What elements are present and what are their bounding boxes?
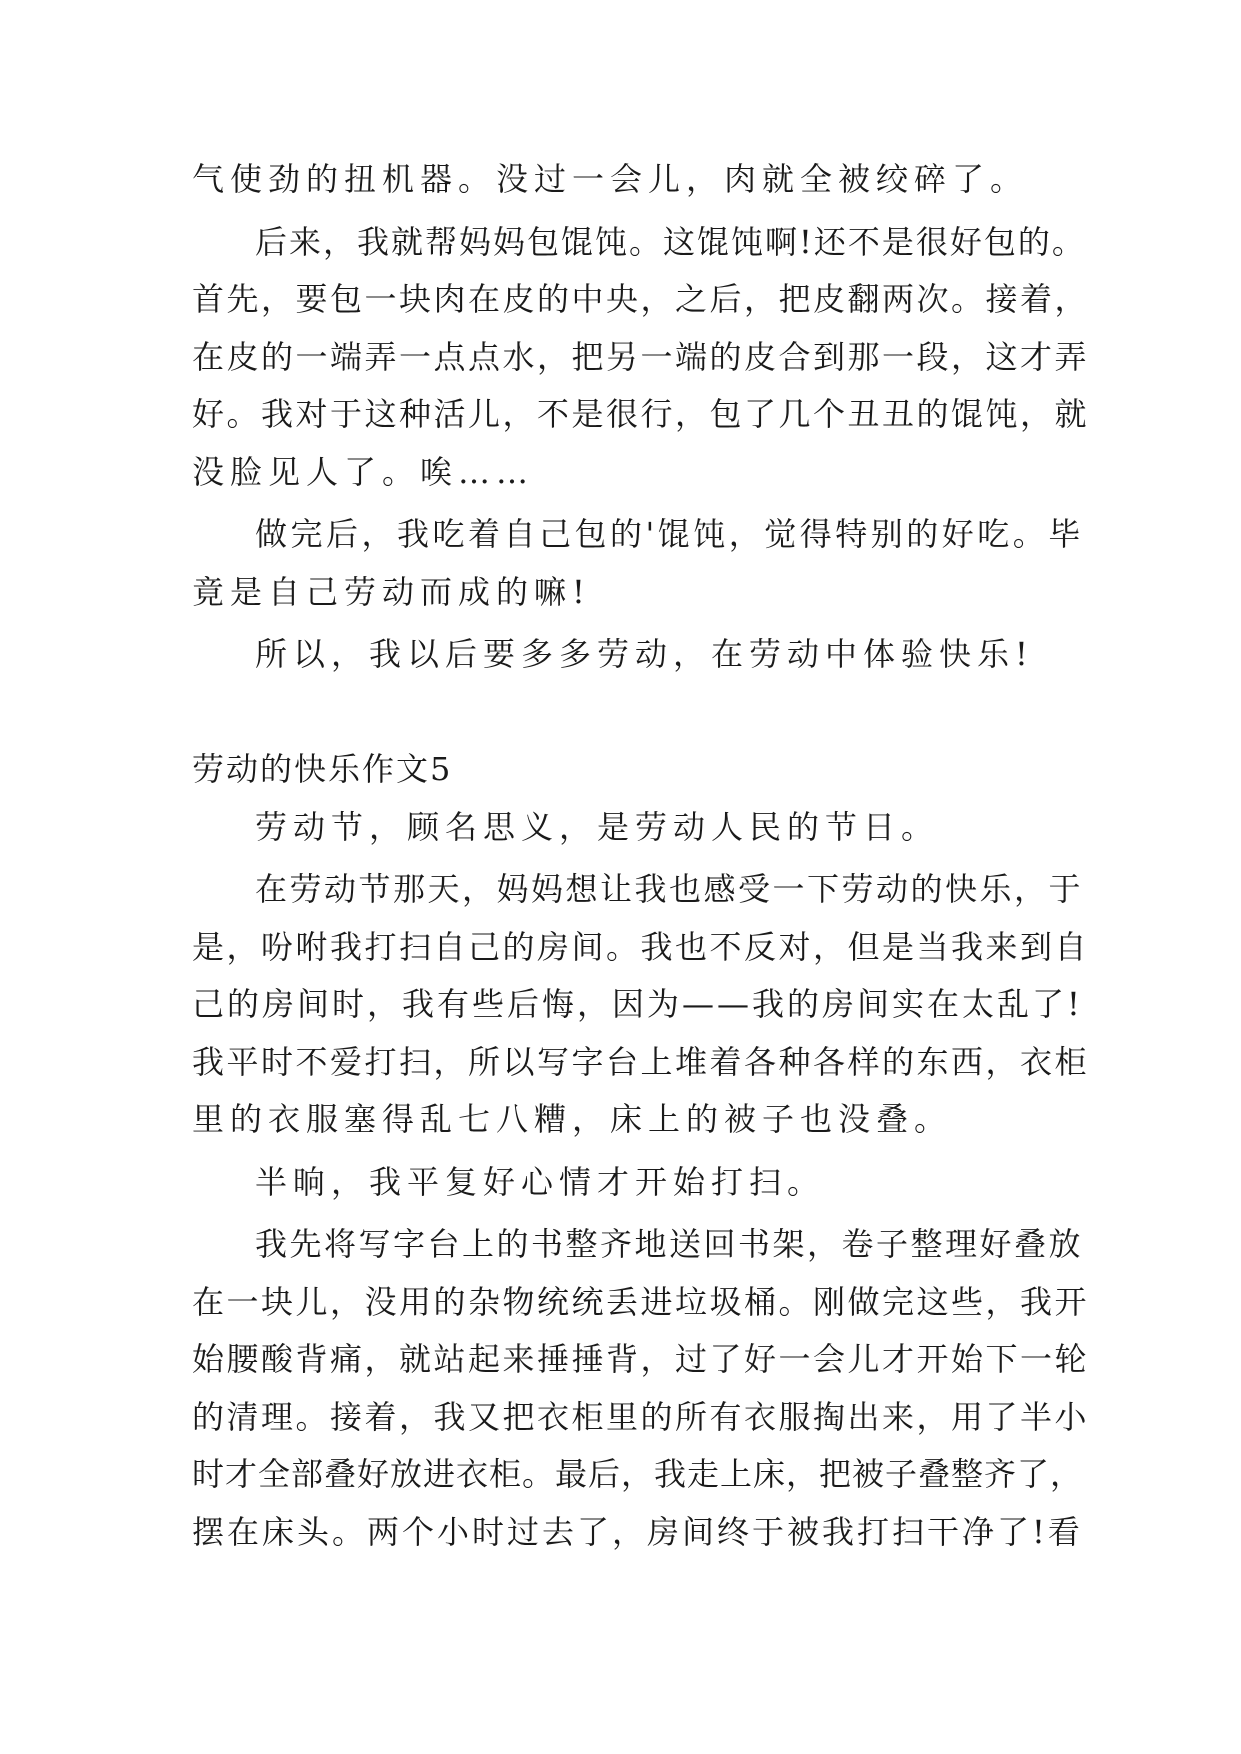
text-line: 所以，我以后要多多劳动，在劳动中体验快乐! [255, 635, 1034, 673]
text-line: 没脸见人了。唉…… [192, 453, 535, 491]
text-line: 劳动节，顾名思义，是劳动人民的节日。 [255, 808, 940, 846]
text-line: 竟是自己劳动而成的嘛! [192, 573, 591, 611]
text-line: 在劳动节那天，妈妈想让我也感受一下劳动的快乐，于 [255, 870, 1084, 908]
text-line: 摆在床头。两个小时过去了，房间终于被我打扫干净了!看 [192, 1513, 1083, 1551]
text-line: 在一块儿，没用的杂物统统丢进垃圾桶。刚做完这些，我开 [192, 1283, 1090, 1321]
text-line: 里的衣服塞得乱七八糟，床上的被子也没叠。 [192, 1100, 953, 1138]
text-line: 首先，要包一块肉在皮的中央，之后，把皮翻两次。接着， [192, 280, 1090, 318]
text-line: 在皮的一端弄一点点水，把另一端的皮合到那一段，这才弄 [192, 338, 1090, 376]
text-line: 好。我对于这种活儿，不是很行，包了几个丑丑的馄饨，就 [192, 395, 1090, 433]
text-line: 始腰酸背痛，就站起来捶捶背，过了好一会儿才开始下一轮 [192, 1340, 1090, 1378]
text-line: 时才全部叠好放进衣柜。最后，我走上床，把被子叠整齐了， [192, 1455, 1084, 1493]
text-line: 的清理。接着，我又把衣柜里的所有衣服掏出来，用了半小 [192, 1398, 1090, 1436]
text-line: 后来，我就帮妈妈包馄饨。这馄饨啊!还不是很好包的。 [255, 223, 1086, 261]
text-line: 做完后，我吃着自己包的'馄饨，觉得特别的好吃。毕 [255, 515, 1084, 553]
section-title: 劳动的快乐作文5 [192, 750, 453, 788]
text-line: 是，吩咐我打扫自己的房间。我也不反对，但是当我来到自 [192, 928, 1090, 966]
text-line: 我平时不爱打扫，所以写字台上堆着各种各样的东西，衣柜 [192, 1043, 1090, 1081]
text-line: 己的房间时，我有些后悔，因为——我的房间实在太乱了! [192, 985, 1083, 1023]
text-line: 半晌，我平复好心情才开始打扫。 [255, 1163, 826, 1201]
text-line: 我先将写字台上的书整齐地送回书架，卷子整理好叠放 [255, 1225, 1084, 1263]
text-line: 气使劲的扭机器。没过一会儿，肉就全被绞碎了。 [192, 160, 1029, 198]
